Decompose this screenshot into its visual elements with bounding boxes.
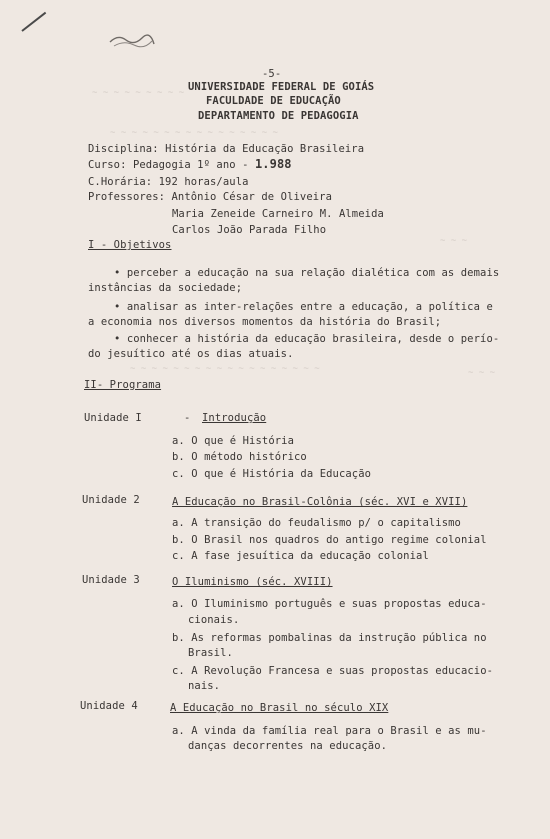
unit-item: b. O método histórico xyxy=(172,451,307,463)
unit-item: b. As reformas pombalinas da instrução pública no xyxy=(172,632,487,644)
pen-mark xyxy=(21,12,46,32)
objectives-heading xyxy=(88,239,171,252)
professors-line xyxy=(88,191,332,204)
hours-label: C.Horária: xyxy=(88,176,153,188)
unit-item: c. A fase jesuítica da educação colonial xyxy=(172,550,429,562)
bleed-through: ~ ~ ~ xyxy=(468,368,496,378)
course-value: Pedagogia 1º ano - xyxy=(132,159,249,171)
unit-label: Unidade 4 xyxy=(80,700,138,712)
course-label: Curso: xyxy=(88,159,127,171)
unit-item: a. O que é História xyxy=(172,435,295,447)
unit-title: Introdução xyxy=(202,412,267,424)
unit-item: c. O que é História da Educação xyxy=(172,468,372,480)
objective-line: a economia nos diversos momentos da história do Brasil; xyxy=(88,316,442,328)
unit-item: a. A transição do feudalismo p/ o capitalismo xyxy=(172,517,461,529)
objective-line: • analisar as inter-relações entre a educação, a política e xyxy=(114,301,493,313)
objective-line: instâncias da sociedade; xyxy=(88,282,243,294)
unit-item: cionais. xyxy=(188,614,240,626)
discipline-value: História da Educação Brasileira xyxy=(165,143,365,155)
unit-item: a. O Iluminismo português e suas propostas educa- xyxy=(172,598,487,610)
professor-name: Maria Zeneide Carneiro M. Almeida xyxy=(172,208,384,220)
unit-title: O Iluminismo (séc. XVIII) xyxy=(172,576,333,588)
unit-label: Unidade 3 xyxy=(82,574,140,586)
professor-name: Carlos João Parada Filho xyxy=(172,224,327,236)
bleed-through: ~ ~ ~ ~ ~ ~ ~ ~ ~ xyxy=(92,88,185,98)
objectives-heading-text: I - Objetivos xyxy=(88,239,172,251)
unit-label: Unidade I xyxy=(84,412,142,424)
course-year: 1.988 xyxy=(254,157,292,171)
unit-item: Brasil. xyxy=(188,647,233,659)
bleed-through: ~ ~ ~ xyxy=(440,236,468,246)
hours-line xyxy=(88,176,249,189)
unit-item: a. A vinda da família real para o Brasil e as mu- xyxy=(172,725,487,737)
objective-line: • conhecer a história da educação brasileira, desde o perío- xyxy=(114,333,500,345)
unit-item: c. A Revolução Francesa e suas propostas educacio- xyxy=(172,665,494,677)
unit-item: b. O Brasil nos quadros do antigo regime colonial xyxy=(172,534,487,546)
faculty-name: FACULDADE DE EDUCAÇÃO xyxy=(206,95,341,107)
unit-label: Unidade 2 xyxy=(82,494,140,506)
bleed-through: ~ ~ ~ ~ ~ ~ ~ ~ ~ ~ ~ ~ ~ ~ ~ ~ xyxy=(110,128,278,138)
unit-title: A Educação no Brasil no século XIX xyxy=(170,702,389,714)
objective-line: • perceber a educação na sua relação dialética com as demais xyxy=(114,267,500,279)
bleed-through: ~ ~ ~ ~ ~ ~ ~ ~ ~ ~ ~ ~ ~ ~ ~ ~ ~ ~ xyxy=(130,364,320,374)
unit-item: nais. xyxy=(188,680,221,692)
ink-smudge xyxy=(108,32,156,50)
objective-line: do jesuítico até os dias atuais. xyxy=(88,348,294,360)
department-name: DEPARTAMENTO DE PEDAGOGIA xyxy=(198,110,359,122)
unit-title: A Educação no Brasil-Colônia (séc. XVI e XVII) xyxy=(172,496,468,508)
university-name: UNIVERSIDADE FEDERAL DE GOIÁS xyxy=(188,81,375,93)
discipline-label: Disciplina: xyxy=(88,143,159,155)
course-line xyxy=(88,158,292,172)
professor-name: Antônio César de Oliveira xyxy=(171,191,333,203)
discipline-line xyxy=(88,143,364,156)
hours-value: 192 horas/aula xyxy=(158,176,249,188)
unit-item: danças decorrentes na educação. xyxy=(188,740,388,752)
page-number: -5- xyxy=(262,68,282,80)
professors-label: Professores: xyxy=(88,191,166,203)
unit-dash: - xyxy=(184,412,191,424)
program-heading: II- Programa xyxy=(84,379,162,391)
